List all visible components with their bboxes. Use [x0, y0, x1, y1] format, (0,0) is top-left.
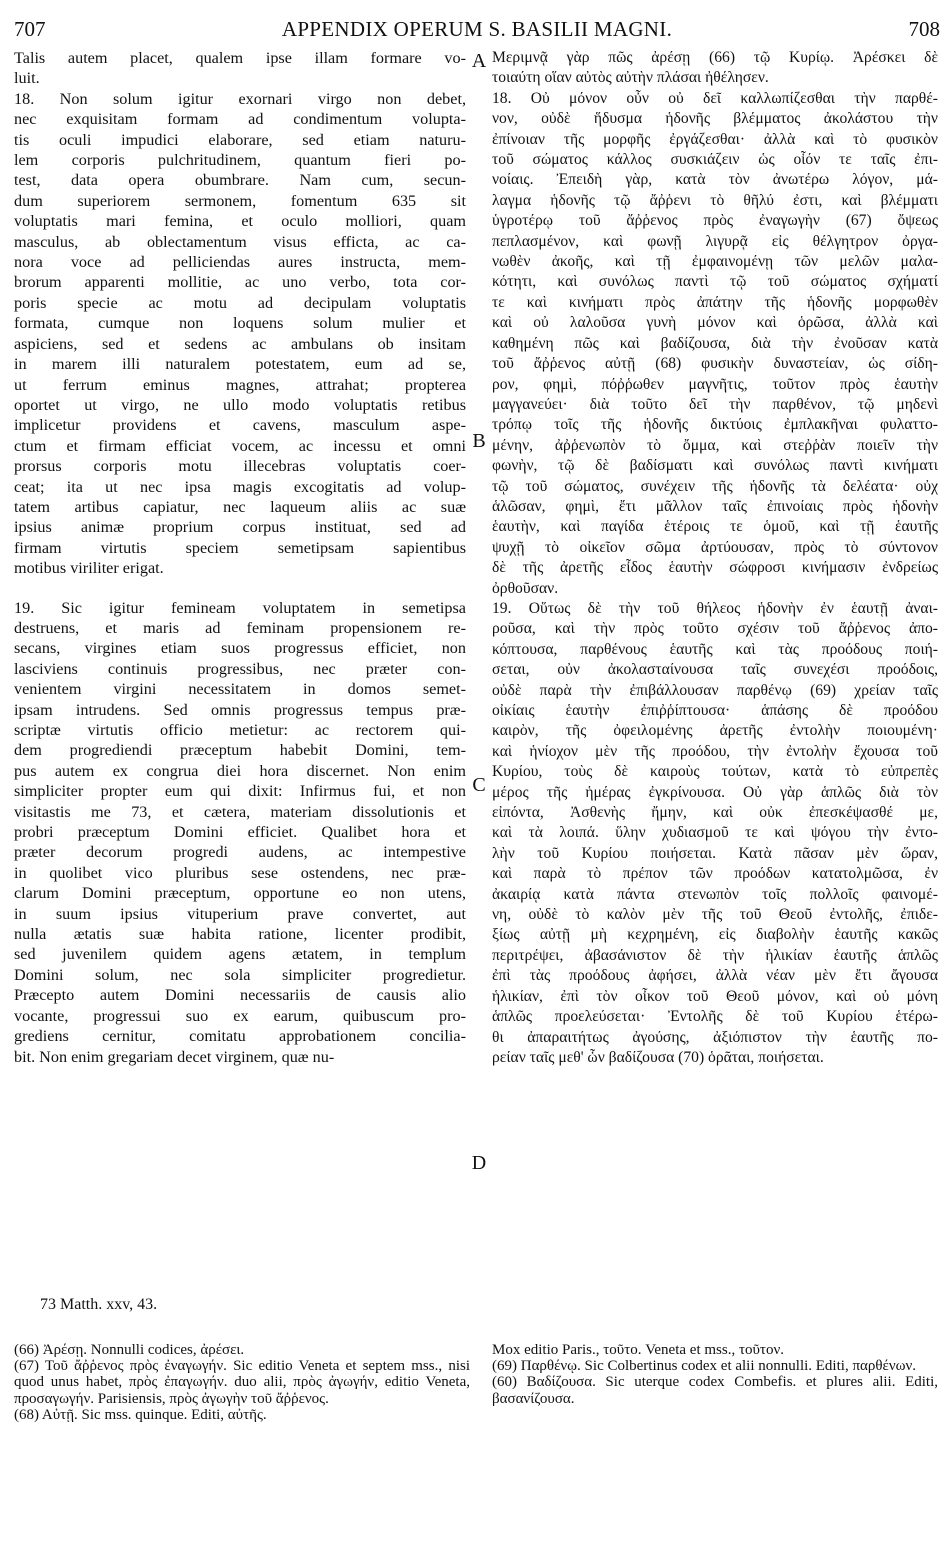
latin-line: voluptatis mari femina, et oculo molliori, quam: [14, 212, 466, 231]
greek-line: οἰκίαις ἑαυτὴν ἐπιῤῥίπτουσα· ἁπάσης δὲ προόδου: [492, 702, 938, 719]
greek-line: νον, οὐδὲ ἥδυσμα ἡδονῆς βλέμματος ἀκολάστου τὴν: [492, 110, 938, 128]
greek-line: ρείαν ταῖς μεθ' ὧν βαδίζουσα (70) ὁρᾶται, ποιήσεται.: [492, 1048, 824, 1066]
note-69: (69) Παρθένῳ. Sic Colbertinus codex et alii nonnulli. Editi, παρθένων.: [492, 1358, 917, 1375]
latin-line: clarum Domini præceptum, opportune eo non utens,: [14, 884, 466, 903]
greek-line: φωνὴν, τῷ δὲ βαδίσματι καὶ συνόλως παντὶ κινήματι: [492, 457, 938, 475]
greek-line: λαγμα ἡδονῆς τῷ ἄῤῥενι τὸ θῆλύ ἐστι, καὶ βλέμματι: [492, 191, 938, 209]
greek-line: μένην, ἀῤῥενωπὸν τὸ ὄμμα, καὶ στεῤῥὰν ποιεῖν τὴν: [492, 436, 938, 454]
greek-line: ἡλικίαν, ἐπὶ τὸν οἶκον τοῦ Θεοῦ μόνον, καὶ οὐ μόνη: [492, 987, 938, 1005]
latin-line: poris specie ac motu ad decipulam voluptatis: [14, 293, 466, 312]
greek-line: Μεριμνᾷ γὰρ πῶς ἀρέσῃ (66) τῷ Κυρίῳ. Ἀρέσκει δὲ: [492, 49, 938, 66]
latin-line: lasciviens continuis progressibus, nec præter con-: [14, 659, 466, 678]
latin-line: dum superiorem sermonem, fomentum 635 sit: [14, 191, 466, 210]
latin-line: venientem virgini necessitatem in domos semet-: [14, 680, 466, 699]
margin-letter-d: D: [471, 1152, 487, 1174]
latin-line: luit.: [14, 69, 40, 88]
latin-paragraph-19: [14, 598, 466, 1067]
greek-line: ἐπὶ τὰς προόδους ἀφήσει, ἀλλὰ νέαν μὲν ἔτι ἄγουσα: [492, 967, 938, 985]
notes-left: [14, 1342, 470, 1423]
greek-line: δὲ τῆς ἀρετῆς εἶδος ἑαυτὴν σώφροσι κινήμασιν ἐνδρείως: [492, 559, 938, 577]
latin-line: Præcepto autem Domini necessariis de causis alio: [14, 986, 466, 1005]
greek-line: ροῦσα, καὶ τὴν πρὸς τοῦτο σχέσιν τοῦ ἄῤῥενος ἀπο-: [492, 620, 938, 638]
greek-line: ρον, φημὶ, πόῤῥωθεν μαγνῆτις, τοῦτον πρὸς ἑαυτὴν: [492, 375, 938, 393]
greek-line: καὶ οὐ λαλοῦσα γυνὴ μόνον καὶ ὁρῶσα, ἀλλὰ καὶ: [492, 314, 938, 332]
latin-footnote: 73 Matth. xxv, 43.: [40, 1296, 158, 1313]
greek-line: εἰπόντα, Ἀσθενὴς ἤμην, καὶ οὐκ ἐπεσκέψασθέ με,: [492, 804, 938, 822]
latin-line: tatem artibus capiatur, nec laqueum aliis ac suæ: [14, 497, 466, 516]
latin-line: tis oculi impudici elaborare, sed etiam naturu-: [14, 130, 466, 149]
greek-line: καὶ ἡνίοχον μὲν τῆς προόδου, τὴν ἐντολὴν ἔχουσα τοῦ: [492, 742, 938, 760]
latin-line: 19. Sic igitur femineam voluptatem in semetipsa: [14, 598, 466, 617]
greek-line: καὶ τὰ λοιπά. ὕλην χυδιασμοῦ τε καὶ ψόγου τὴν ἐντο-: [492, 824, 938, 842]
greek-paragraph-18: [492, 89, 938, 599]
margin-letter-b: B: [472, 430, 486, 452]
latin-line: sed juvenilem quidem agens ætatem, in templum: [14, 945, 466, 964]
latin-line: brorum apparenti mollitie, ac uno verbo, tota cor-: [14, 273, 466, 292]
greek-line: ξίως αὐτῇ μὴ κεχρημένη, εἰς διαβολὴν ἑαυτῆς κακῶς: [492, 926, 938, 944]
greek-line: καὶ παρὰ τὸ πρέπον τῶν προόδων κατατολμῶσα, ἐν: [492, 865, 938, 883]
greek-line: τε καὶ κινήματι πρὸς ἀπάτην τῆς ἡδονῆς μορφωθὲν: [492, 293, 938, 311]
greek-line: 19. Οὕτως δὲ τὴν τοῦ θήλεος ἡδονὴν ἐν ἑαυτῇ ἀναι-: [492, 599, 938, 617]
greek-line: σεται, οὐν ἀκολασταίνουσα ταῖς συνεχέσι προόδοις,: [492, 661, 938, 679]
greek-line: ἁπλῶς προελεύσεται· Ἐντολῆς δὲ τοῦ Κυρίου ἑτέρω-: [492, 1008, 938, 1026]
latin-line: aspiciens, sed et sedens ac ambulans ob insitam: [14, 334, 466, 353]
latin-line: visitastis me 73, et cætera, materiam dissolutionis et: [14, 802, 466, 821]
latin-line: ctum et firmam efficiat vocem, ac incessu et omni: [14, 436, 466, 455]
greek-column: [492, 48, 938, 1068]
note-66: (66) Ἀρέσῃ. Nonnulli codices, ἀρέσει.: [14, 1342, 245, 1358]
latin-line: dem progrediendi præceptum habebit Domini, tem-: [14, 741, 466, 760]
latin-line: test, data opera obumbrare. Nam cum, secun-: [14, 171, 466, 190]
greek-line: τοῦ ἄῤῥενος αὐτῇ (68) φυσικὴν δυναστείαν, ὡς σίδη-: [492, 355, 938, 373]
page-number-left: 707: [14, 17, 46, 41]
greek-line: καιρὸν, τῆς ὀφειλομένης ἀρετῆς ἐντολὴν ποιουμένη·: [492, 722, 938, 740]
latin-line: bit. Non enim gregariam decet virginem, quæ nu-: [14, 1047, 335, 1066]
note-70: (60) Βαδίζουσα. Sic uterque codex Combefis. et plures alii. Editi, βασανίζουσα.: [492, 1374, 938, 1407]
greek-line: τοῦ σώματος κάλλος συσκιάζειν ὡς οἷόν τε ταῖς ἐπι-: [492, 151, 938, 169]
greek-intro: [492, 48, 938, 89]
latin-line: scriptæ virtutis officio metietur: ac rectorem qui-: [14, 721, 466, 739]
greek-line: ψυχῇ τὸ οἰκεῖον σῶμα ἀρτύουσαν, πρὸς τὸ σύντονον: [492, 538, 938, 556]
greek-line: ἐπίνοιαν τῆς μορφῆς ἐργάζεσθαι· ἀλλὰ καὶ τὸ φυσικὸν: [492, 130, 938, 148]
latin-line: lem corporis pulchritudinem, quantum fieri po-: [14, 151, 466, 170]
greek-line: νωθὲν ἀκοῆς, καὶ τῇ ἐμφαινομένῃ τῶν μελῶν μαλα-: [492, 253, 938, 271]
latin-line: nulla ætatis suæ habita ratione, licenter prodibit,: [14, 925, 466, 944]
latin-line: ipsius animæ proprium corpus instituat, sed ad: [14, 518, 466, 537]
greek-line: περιτρέψει, ἀβασάνιστον δὲ τὴν ἡλικίαν ἑαυτῆς ἁπλῶς: [492, 946, 938, 964]
latin-line: nec exquisitam formam ad condimentum volupta-: [14, 110, 466, 129]
latin-line: firmam virtutis speciem semetipsam sapientibus: [14, 538, 466, 557]
greek-line: Κυρίου, τοὺς δὲ καιροὺς τούτων, κατὰ τὸ εὐπρεπὲς: [492, 763, 938, 781]
greek-line: 18. Οὐ μόνον οὖν οὐ δεῖ καλλωπίζεσθαι τὴν παρθέ-: [492, 89, 938, 107]
latin-line: destruens, et maris ad feminam propensionem re-: [14, 618, 466, 637]
margin-letter-c: C: [472, 774, 486, 796]
greek-line: τοιαύτη οἵαν αὐτὸς αὐτὴν πλάσαι ἠθέλησεν.: [492, 69, 769, 87]
latin-paragraph-18: [14, 89, 466, 579]
greek-line: λὴν τοῦ Κυρίου ποιήσεται. Κατὰ πᾶσαν μὲν ὥραν,: [492, 844, 938, 862]
latin-line: ceat; ita ut nec ipsa magis excogitatis ad volup-: [14, 477, 466, 496]
latin-line: in quolibet vico pluribus sese ostendens, nec præ-: [14, 863, 466, 882]
latin-line: prorsus corporis motu illecebras voluptatis coer-: [14, 457, 466, 476]
greek-line: κόπτουσα, παρθένους ἑαυτῆς καὶ τὰς προόδους ποιή-: [492, 640, 938, 658]
greek-line: θι ἀπαραιτήτως ἀγούσης, ἀξιόπιστον τὴν ἑαυτῆς πο-: [492, 1028, 938, 1046]
greek-line: τρόπῳ τοῖς τῆς ἡδονῆς δικτύοις ἐμπλακῆναι φυλαττο-: [492, 416, 938, 434]
latin-line: vocante, progressui suo ex earum, quibuscum pro-: [14, 1006, 466, 1025]
greek-line: κότητι, καὶ συνόλως παντὶ τῷ τοῦ σώματος σχήματί: [492, 273, 938, 291]
greek-line: ὀρθοῦσαν.: [492, 579, 559, 597]
greek-line: μέρος τῆς ἡμέρας ἐγκρίνουσα. Οὐ γὰρ ἁπλῶς διὰ τὸν: [492, 783, 938, 801]
latin-line: 18. Non solum igitur exornari virgo non debet,: [14, 89, 466, 108]
latin-line: nora voce ad pelliciendas aures instructa, mem-: [14, 253, 466, 272]
page-number-right: 708: [908, 17, 940, 41]
latin-line: Domini solum, nec sola simpliciter progredietur.: [14, 965, 466, 984]
latin-line: in marem illi naturalem potestatem, eum ad se,: [14, 355, 466, 374]
latin-line: probri præceptum Domini efficiet. Qualibet hora et: [14, 823, 466, 842]
latin-intro: [14, 48, 466, 89]
latin-line: oportet ut virgo, ne ullo modo voluptatis retibus: [14, 395, 466, 414]
latin-line: masculus, ab oblectamentum visus efficta, ac ca-: [14, 232, 466, 251]
note-68: (68) Αὐτῇ. Sic mss. quinque. Editi, αὐτῆς.: [14, 1406, 267, 1423]
greek-line: ὑγροτέρῳ τοῦ ἄῤῥενος πρὸς ἐναγωγὴν (67) ὄψεως: [492, 212, 938, 230]
greek-line: νη, οὐδὲ τὸ καλὸν μὲν τῆς τοῦ Θεοῦ ἐντολῆς, ἐπιδε-: [492, 906, 938, 924]
latin-line: pus autem ex congrua diei hora discernet. Non enim: [14, 761, 466, 780]
note-67: (67) Τοῦ ἄῤῥενος πρὸς ἐναγωγήν. Sic editio Veneta et septem mss., nisi quod unus habet, πρὸς ἐπαγωγήν. duo alii, πρὸς ἀγωγήν, editio Veneta, προσαγωγήν. Parisiensis, πρὸς ἀγωγὴν τοῦ ἄῤῥενος.: [14, 1358, 470, 1407]
greek-line: πεπλασμένον, καὶ φωνῇ λιγυρᾷ εἰς θέλγητρον ὀργα-: [492, 232, 938, 250]
latin-line: implicetur providens et cavens, masculum aspe-: [14, 416, 466, 435]
greek-line: ἑαυτὴν, καὶ παγίδα ἑτέροις τε ὁμοῦ, καὶ τῇ ἑαυτῆς: [492, 518, 938, 536]
greek-line: ἁλῶσαν, φημὶ, ἔτι μᾶλλον ταῖς ἐπινοίαις πρὸς ἡδονὴν: [492, 497, 938, 515]
margin-letter-a: A: [471, 50, 487, 72]
latin-column: [14, 48, 466, 1067]
running-title: APPENDIX OPERUM S. BASILII MAGNI.: [281, 17, 673, 41]
latin-line: grediens cernitur, comitatu approbationem concilia-: [14, 1027, 466, 1046]
notes-right: [492, 1342, 938, 1407]
note-67-continued: Mox editio Paris., τοῦτο. Veneta et mss., τοῦτον.: [492, 1342, 784, 1358]
greek-line: καθημένη πῶς καὶ βαδίζουσα, διὰ τὴν ἐνοῦσαν κατὰ: [492, 334, 938, 352]
greek-line: τῷ τοῦ σώματος, συνέχειν τῆς ἡδονῆς τὰ δελέατα· οὐχ: [492, 477, 938, 495]
greek-line: ἀκαιρίᾳ κατὰ πάντα στενωπὸν τοῖς πολλοῖς φαινομέ-: [492, 885, 938, 903]
latin-line: in suum ipsius vituperium prave convertet, aut: [14, 904, 466, 923]
latin-line: motibus viriliter erigat.: [14, 559, 164, 578]
latin-line: Talis autem placet, qualem ipse illam formare vo-: [14, 49, 466, 67]
latin-line: ipsam intrudens. Sed omnis progressus tempus præ-: [14, 700, 466, 719]
latin-line: formata, cumque non loquens solum mulier et: [14, 314, 466, 333]
latin-line: præter decorum progredi audens, ac intempestive: [14, 843, 466, 862]
latin-line: ut ferrum eminus magnes, attrahat; propterea: [14, 375, 466, 394]
greek-line: μαγγανεύει· διὰ τοῦτο δεῖ τὴν παρθένον, τῷ μηδενὶ: [492, 395, 938, 413]
latin-line: secans, virgines etiam suos progressus efficiet, non: [14, 639, 466, 658]
greek-line: οὐδὲ παρὰ τὴν ἐπιβάλλουσαν παρθένῳ (69) χρείαν ταῖς: [492, 681, 938, 699]
latin-line: simpliciter propter eum qui dixit: Infirmus fui, et non: [14, 782, 466, 801]
greek-line: νοίαις. Ἐπειδὴ γὰρ, κατὰ τὸν ἀνωτέρω λόγον, μά-: [492, 171, 938, 189]
greek-paragraph-19: [492, 599, 938, 1068]
running-header: [14, 14, 940, 44]
